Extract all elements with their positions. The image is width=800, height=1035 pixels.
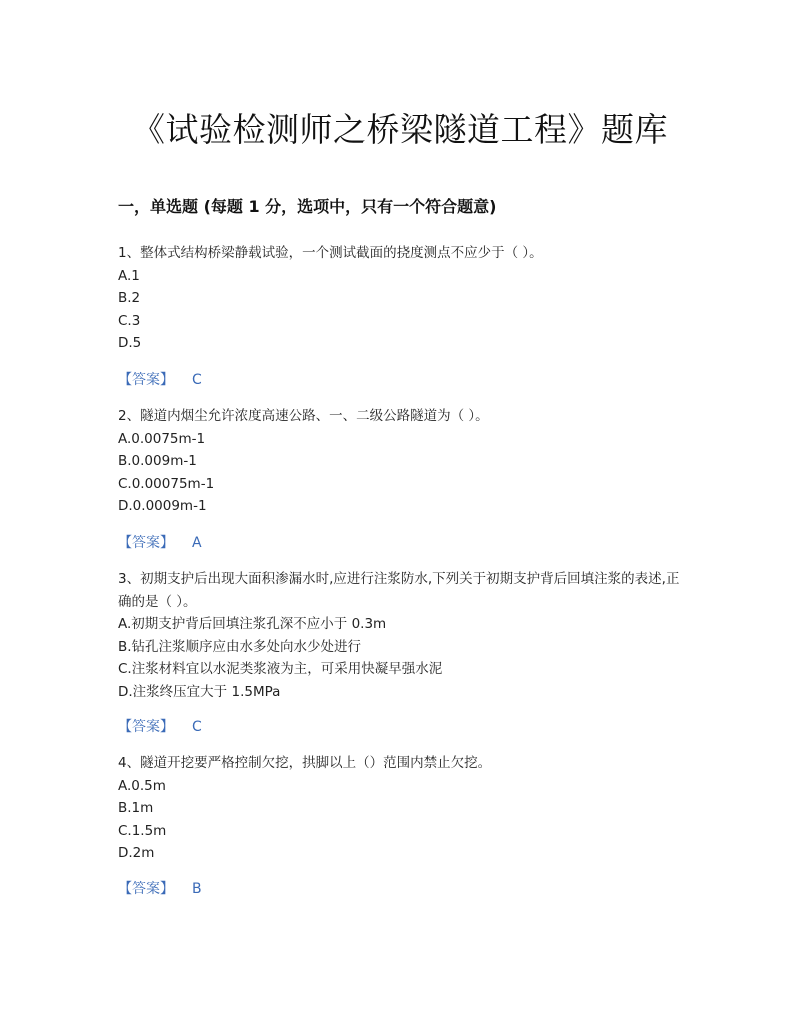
option-b: B.1m <box>118 800 154 816</box>
question-4 <box>118 752 688 865</box>
question-text: 3、初期支护后出现大面积渗漏水时,应进行注浆防水,下列关于初期支护背后回填注浆的表述,正确的是（ ）。 <box>118 571 680 610</box>
option-d: D.2m <box>118 845 155 861</box>
answer-4 <box>118 878 202 900</box>
answer-label: 【答案】 <box>118 719 174 735</box>
option-b: B.钻孔注浆顺序应由水多处向水少处进行 <box>118 638 362 655</box>
document-title: 《试验检测师之桥梁隧道工程》题库 <box>132 110 668 149</box>
option-c: C.0.00075m-1 <box>118 475 215 492</box>
option-b: B.2 <box>118 290 141 306</box>
option-a: A.0.5m <box>118 777 166 794</box>
option-d: D.注浆终压宜大于 1.5MPa <box>118 683 281 700</box>
question-1 <box>118 242 688 355</box>
answer-label: 【答案】 <box>118 535 174 551</box>
answer-value: A <box>192 535 202 551</box>
option-a: A.0.0075m-1 <box>118 430 206 447</box>
question-3 <box>118 568 688 703</box>
section-heading: 一，单选题 (每题 1 分，选项中，只有一个符合题意) <box>118 197 497 216</box>
answer-value: C <box>192 372 202 388</box>
answer-1 <box>118 369 202 391</box>
option-c: C.注浆材料宜以水泥类浆液为主，可采用快凝早强水泥 <box>118 661 443 677</box>
question-text: 1、整体式结构桥梁静载试验，一个测试截面的挠度测点不应少于（ ）。 <box>118 245 543 261</box>
option-b: B.0.009m-1 <box>118 453 197 469</box>
answer-label: 【答案】 <box>118 372 174 388</box>
question-text: 4、隧道开挖要严格控制欠挖，拱脚以上（）范围内禁止欠挖。 <box>118 755 492 771</box>
answer-value: B <box>192 881 202 897</box>
option-a: A.1 <box>118 267 140 284</box>
question-text: 2、隧道内烟尘允许浓度高速公路、一、二级公路隧道为（ ）。 <box>118 408 489 424</box>
answer-3 <box>118 716 202 738</box>
option-d: D.5 <box>118 335 142 351</box>
question-2 <box>118 405 688 518</box>
option-c: C.1.5m <box>118 822 167 839</box>
answer-value: C <box>192 719 202 735</box>
answer-2 <box>118 532 202 554</box>
option-d: D.0.0009m-1 <box>118 498 207 514</box>
answer-label: 【答案】 <box>118 881 174 897</box>
option-c: C.3 <box>118 312 141 329</box>
option-a: A.初期支护背后回填注浆孔深不应小于 0.3m <box>118 616 387 632</box>
